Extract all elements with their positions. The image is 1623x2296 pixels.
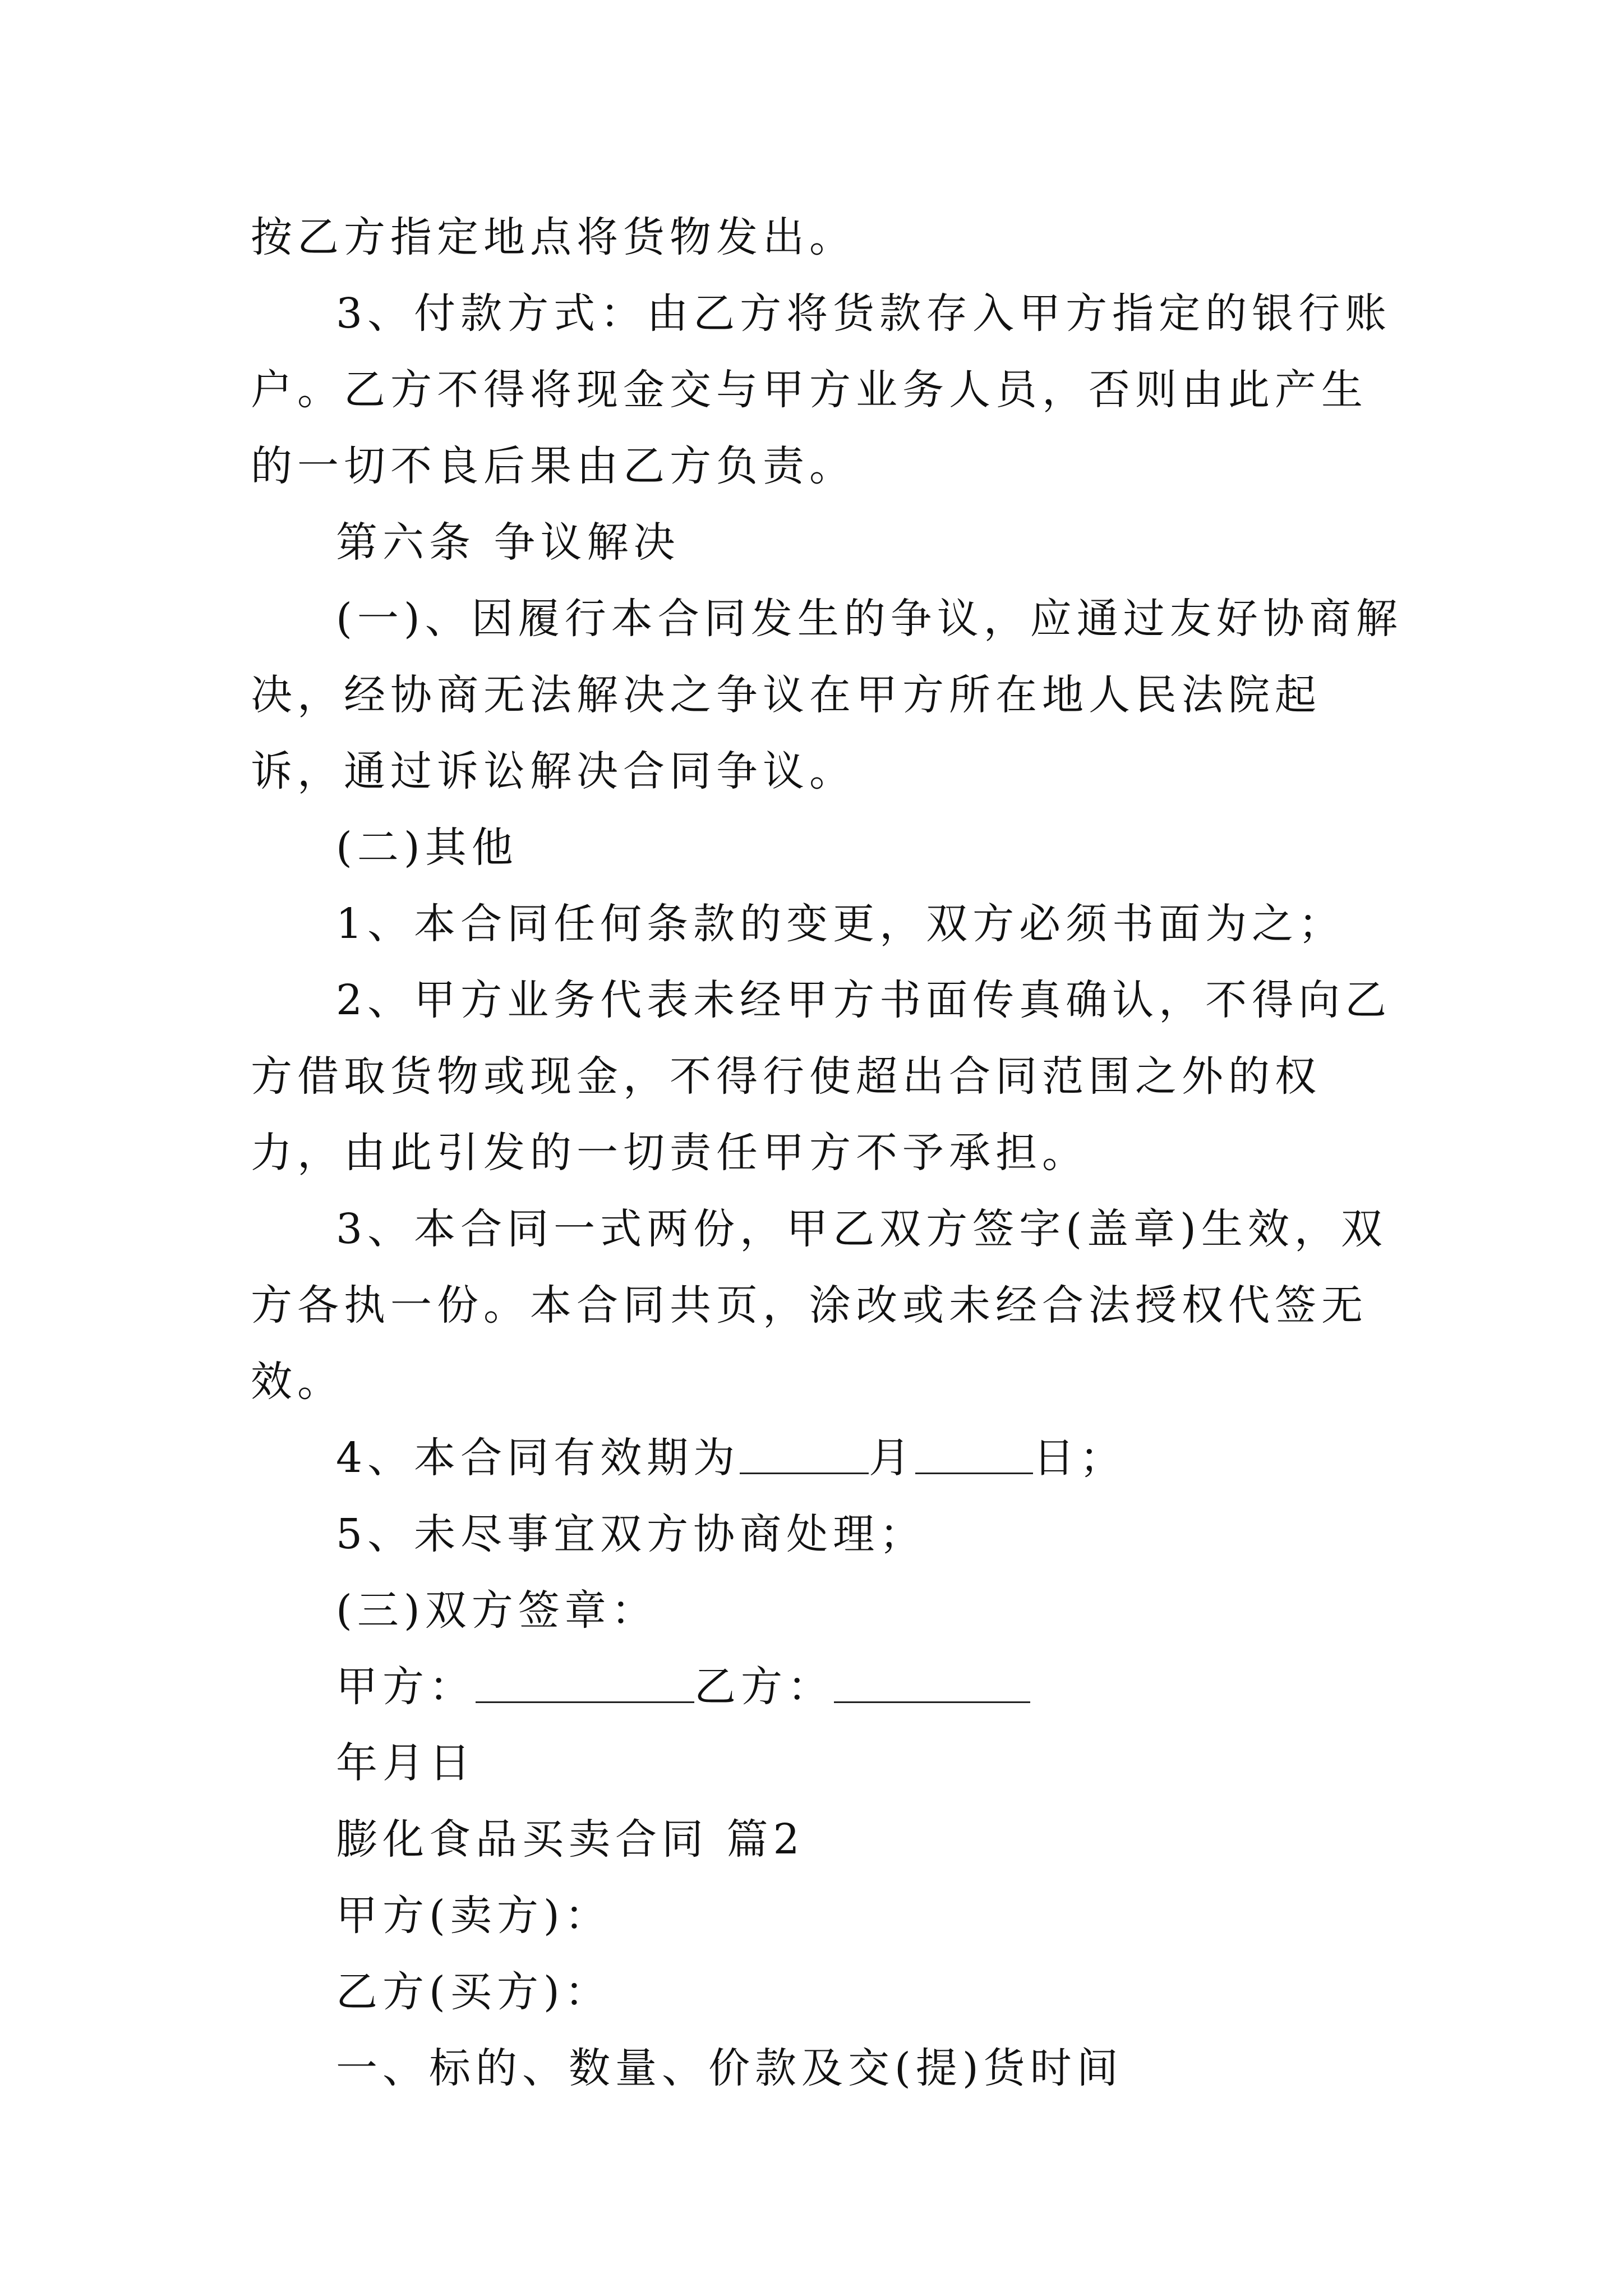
party-b-signature-blank <box>834 1668 1030 1703</box>
paragraph-delivery-end: 按乙方指定地点将货物发出。 <box>251 213 856 261</box>
heading-article-6: 第六条 争议解决 <box>336 518 680 567</box>
contract-2-title: 膨化食品买卖合同 篇2 <box>336 1815 805 1864</box>
paragraph-validity-period <box>251 1420 1406 1496</box>
validity-prefix: 4、本合同有效期为 <box>336 1434 740 1482</box>
paragraph-clause-5: 5、未尽事宜双方协商处理； <box>336 1510 926 1558</box>
day-label: 日； <box>1033 1434 1127 1482</box>
month-blank <box>740 1439 869 1474</box>
paragraph-clause-2: 2、甲方业务代表未经甲方书面传真确认，不得向乙方借取货物或现金，不得行使超出合同范围之外的权力，由此引发的一切责任甲方不予承担。 <box>251 976 1392 1177</box>
party-b-buyer: 乙方(买方)： <box>336 1968 611 2016</box>
paragraph-payment-method: 3、付款方式：由乙方将货款存入甲方指定的银行账户。乙方不得将现金交与甲方业务人员，否则由此产生的一切不良后果由乙方负责。 <box>251 289 1392 490</box>
section-1-heading: 一、标的、数量、价款及交(提)货时间 <box>336 2044 1123 2092</box>
party-a-signature-blank <box>476 1668 694 1703</box>
paragraph-clause-1: 1、本合同任何条款的变更，双方必须书面为之； <box>336 900 1345 948</box>
party-a-seller: 甲方(卖方)： <box>336 1892 611 1940</box>
paragraph-dispute-resolution: (一)、因履行本合同发生的争议，应通过友好协商解决，经协商无法解决之争议在甲方所在地人民法院起诉，通过诉讼解决合同争议。 <box>251 595 1403 795</box>
contract-body <box>251 199 1406 2106</box>
party-a-label: 甲方： <box>336 1663 476 1711</box>
heading-signatures: (三)双方签章： <box>336 1586 658 1635</box>
paragraph-clause-3: 3、本合同一式两份，甲乙双方签字(盖章)生效，双方各执一份。本合同共页，涂改或未经合法授权代签无效。 <box>251 1205 1387 1406</box>
party-b-label: 乙方： <box>694 1663 834 1711</box>
heading-other: (二)其他 <box>336 823 518 872</box>
date-line: 年月日 <box>336 1739 476 1787</box>
signature-line <box>251 1649 1406 1725</box>
month-label: 月 <box>869 1434 916 1482</box>
day-blank <box>915 1439 1033 1474</box>
